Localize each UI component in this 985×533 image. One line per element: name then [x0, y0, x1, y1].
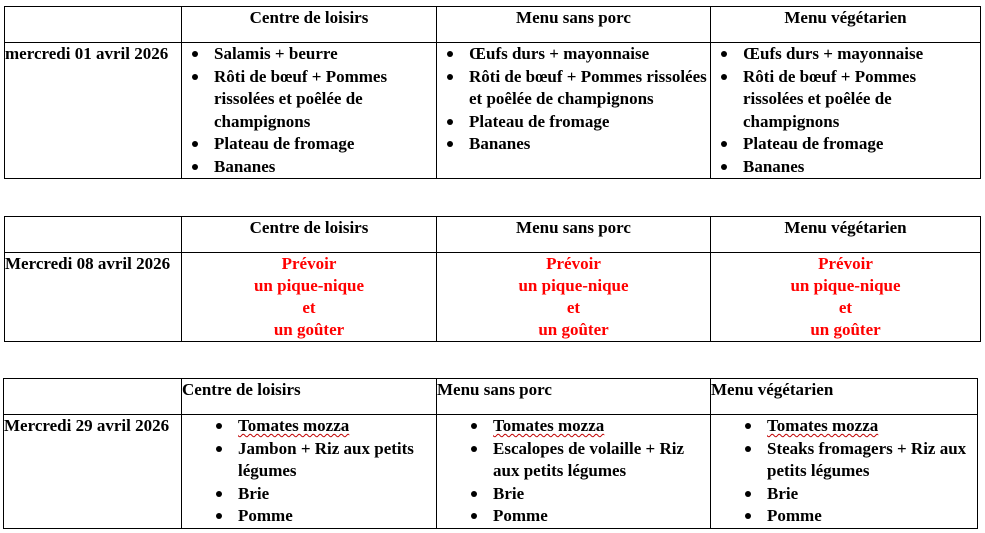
list-item: Tomates mozza [461, 415, 710, 438]
header-centre-de-loisirs: Centre de loisirs [182, 217, 437, 253]
list-item: Bananes [437, 133, 710, 156]
date-cell: Mercredi 08 avril 2026 [5, 253, 182, 342]
menu-cell-centre [182, 415, 437, 529]
list-item: Escalopes de volaille + Riz aux petits légumes [461, 438, 710, 483]
bullet-icon [216, 513, 222, 519]
bullet-icon [471, 423, 477, 429]
bullet-icon [447, 74, 453, 80]
list-item: Rôti de bœuf + Pommes rissolées et poêlée de champignons [711, 66, 980, 134]
header-centre-de-loisirs: Centre de loisirs [182, 379, 437, 415]
bullet-icon [721, 74, 727, 80]
header-menu-sans-porc: Menu sans porc [437, 217, 711, 253]
notice-cell-vegetarien [711, 253, 981, 342]
notice-line: un pique-nique [253, 276, 365, 295]
list-item: Œufs durs + mayonnaise [437, 43, 710, 66]
list-item: Pomme [206, 505, 436, 528]
bullet-icon [216, 491, 222, 497]
bullet-icon [745, 491, 751, 497]
notice-line: un pique-nique [790, 276, 901, 295]
bullet-icon [447, 141, 453, 147]
notice-line: et [838, 298, 853, 317]
notice-line: et [566, 298, 581, 317]
menu-cell-sans-porc [437, 415, 711, 529]
list-item: Salamis + beurre [182, 43, 436, 66]
notice-line: un goûter [273, 320, 345, 339]
bullet-icon [721, 51, 727, 57]
header-menu-sans-porc: Menu sans porc [437, 379, 711, 415]
menu-cell-vegetarien [711, 43, 981, 179]
list-item: Brie [461, 483, 710, 506]
bullet-icon [447, 51, 453, 57]
bullet-icon [216, 446, 222, 452]
bullet-icon [745, 423, 751, 429]
bullet-icon [721, 141, 727, 147]
bullet-icon [471, 491, 477, 497]
menu-table-week2 [4, 216, 981, 342]
list-item: Pomme [735, 505, 977, 528]
menu-cell-centre [182, 43, 437, 179]
header-centre-de-loisirs: Centre de loisirs [182, 7, 437, 43]
bullet-icon [471, 513, 477, 519]
menu-table-week3 [3, 378, 978, 529]
notice-cell-sans-porc [437, 253, 711, 342]
list-item: Rôti de bœuf + Pommes rissolées et poêlée de champignons [437, 66, 710, 111]
header-menu-sans-porc: Menu sans porc [437, 7, 711, 43]
list-item: Bananes [711, 156, 980, 179]
header-menu-vegetarien: Menu végétarien [711, 379, 978, 415]
list-item: Tomates mozza [206, 415, 436, 438]
list-item: Pomme [461, 505, 710, 528]
list-item: Plateau de fromage [437, 111, 710, 134]
menu-table-week1 [4, 6, 981, 179]
empty-header-cell [5, 7, 182, 43]
list-item: Plateau de fromage [711, 133, 980, 156]
notice-line: Prévoir [546, 254, 601, 273]
notice-cell-centre [182, 253, 437, 342]
notice-line: Prévoir [281, 254, 337, 273]
bullet-icon [192, 74, 198, 80]
header-menu-vegetarien: Menu végétarien [711, 217, 981, 253]
list-item: Steaks fromagers + Riz aux petits légumes [735, 438, 977, 483]
list-item: Rôti de bœuf + Pommes rissolées et poêlée de champignons [182, 66, 436, 134]
list-item: Tomates mozza [735, 415, 977, 438]
bullet-icon [192, 164, 198, 170]
bullet-icon [447, 119, 453, 125]
date-cell: mercredi 01 avril 2026 [5, 43, 182, 179]
empty-header-cell [5, 217, 182, 253]
list-item: Œufs durs + mayonnaise [711, 43, 980, 66]
list-item: Jambon + Riz aux petits légumes [206, 438, 436, 483]
notice-line: un pique-nique [518, 276, 629, 295]
menu-cell-vegetarien [711, 415, 978, 529]
empty-header-cell [4, 379, 182, 415]
bullet-icon [745, 446, 751, 452]
bullet-icon [216, 423, 222, 429]
notice-line: Prévoir [818, 254, 873, 273]
list-item: Brie [735, 483, 977, 506]
header-menu-vegetarien: Menu végétarien [711, 7, 981, 43]
bullet-icon [745, 513, 751, 519]
notice-line: et [302, 298, 316, 317]
bullet-icon [471, 446, 477, 452]
menu-cell-sans-porc [437, 43, 711, 179]
bullet-icon [192, 141, 198, 147]
list-item: Bananes [182, 156, 436, 179]
list-item: Brie [206, 483, 436, 506]
bullet-icon [192, 51, 198, 57]
list-item: Plateau de fromage [182, 133, 436, 156]
notice-line: un goûter [538, 320, 609, 339]
bullet-icon [721, 164, 727, 170]
notice-line: un goûter [810, 320, 881, 339]
date-cell: Mercredi 29 avril 2026 [4, 415, 182, 529]
